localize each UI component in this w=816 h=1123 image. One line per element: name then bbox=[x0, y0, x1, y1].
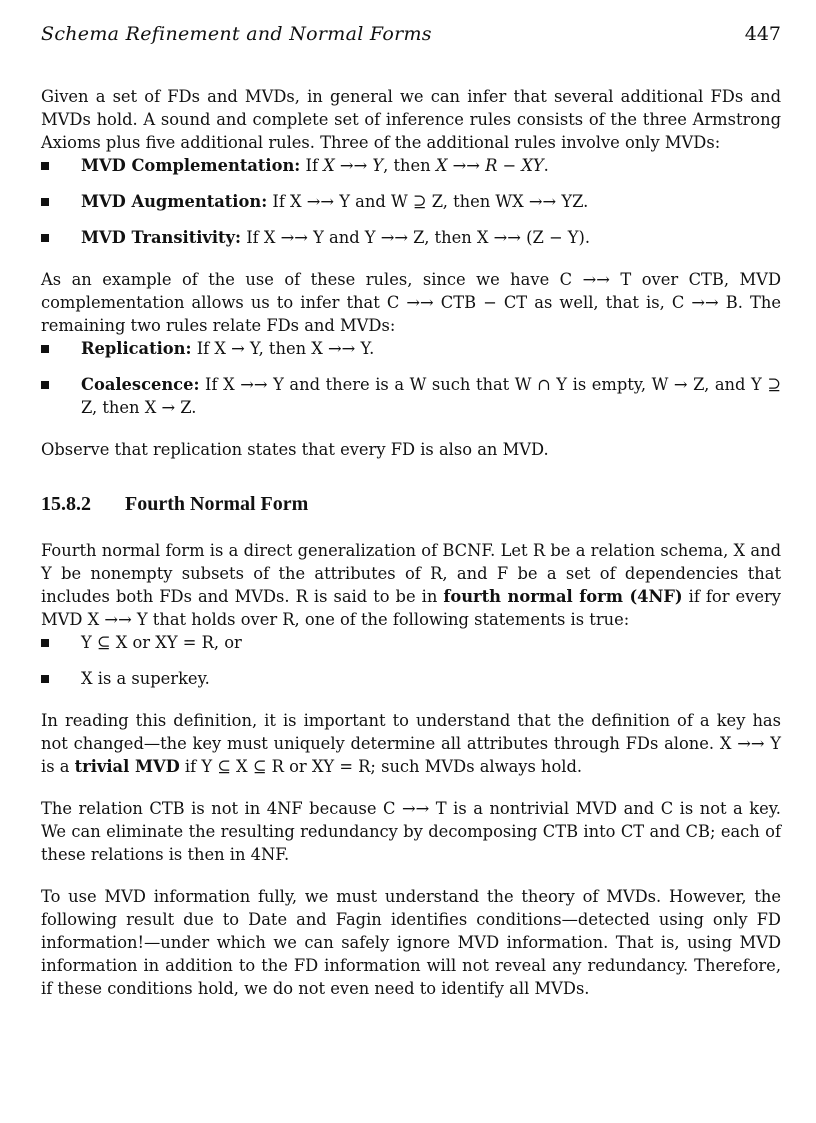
rule-expr: R − XY bbox=[485, 156, 544, 175]
rule-text: If X →→ Y and there is a W such that W ∩ Y is empty, W → Z, and Y ⊇ Z, then X → Z. bbox=[81, 375, 781, 417]
rule-text: If X → Y, then X →→ Y. bbox=[196, 339, 375, 358]
chapter-title: Schema Refinement and Normal Forms bbox=[41, 23, 432, 45]
list-item bbox=[41, 667, 781, 690]
rule-name: MVD Transitivity: bbox=[81, 228, 242, 247]
rule-arrow: →→ bbox=[447, 156, 486, 175]
bullet-icon bbox=[41, 675, 49, 683]
reading-paragraph bbox=[41, 709, 781, 778]
list-item bbox=[41, 226, 781, 249]
rule-arrow: →→ bbox=[334, 156, 373, 175]
rule-var: X bbox=[323, 156, 335, 175]
page-body bbox=[41, 85, 781, 1000]
bullet-icon bbox=[41, 162, 49, 170]
ctb-paragraph: The relation CTB is not in 4NF because C →→ T is a nontrivial MVD and C is not a key. We can eliminate the resulting redundancy by decomposing CTB into CT and CB; each of these relations is then in 4NF. bbox=[41, 799, 781, 864]
list-item bbox=[41, 631, 781, 654]
running-head bbox=[41, 21, 781, 47]
rule-text: If X →→ Y and W ⊇ Z, then WX →→ YZ. bbox=[272, 192, 589, 211]
condition-text: X is a superkey. bbox=[81, 669, 210, 688]
fourth-nf-paragraph bbox=[41, 539, 781, 631]
rule-var: Y bbox=[372, 156, 384, 175]
rule-text-end: . bbox=[543, 156, 549, 175]
example-paragraph: As an example of the use of these rules, since we have C →→ T over CTB, MVD complementation allows us to infer that C →→ CTB − CT as well, that is, C →→ B. The remaining two rules relate FDs and MVDs: bbox=[41, 270, 781, 335]
page-number: 447 bbox=[744, 23, 781, 45]
definition-term: trivial MVD bbox=[74, 757, 180, 776]
rule-text: If X →→ Y and Y →→ Z, then X →→ (Z − Y). bbox=[246, 228, 591, 247]
section-number: 15.8.2 bbox=[41, 493, 91, 515]
list-item bbox=[41, 337, 781, 360]
paragraph-text: Fourth normal form is a direct generalization of BCNF. Let R be a relation schema, X and Y be nonempty subsets of the attributes of R, and F be a set of dependencies that includes both FDs and MVDs. R is said to be in bbox=[41, 541, 781, 606]
bullet-icon bbox=[41, 234, 49, 242]
rule-text-mid: , then bbox=[383, 156, 436, 175]
bullet-icon bbox=[41, 639, 49, 647]
section-heading bbox=[41, 491, 781, 517]
conditions-list bbox=[41, 631, 781, 690]
rule-name: Coalescence: bbox=[81, 375, 200, 394]
section-title: Fourth Normal Form bbox=[125, 493, 309, 515]
list-item bbox=[41, 190, 781, 213]
rule-name: MVD Complementation: bbox=[81, 156, 301, 175]
bullet-icon bbox=[41, 345, 49, 353]
rule-var: X bbox=[435, 156, 448, 175]
rule-name: Replication: bbox=[81, 339, 192, 358]
mvd-rules-list bbox=[41, 154, 781, 249]
observe-paragraph: Observe that replication states that every FD is also an MVD. bbox=[41, 440, 549, 459]
fd-rules-list bbox=[41, 337, 781, 419]
bullet-icon bbox=[41, 381, 49, 389]
definition-term: fourth normal form (4NF) bbox=[443, 587, 683, 606]
list-item bbox=[41, 373, 781, 419]
list-item bbox=[41, 154, 781, 177]
condition-text: Y ⊆ X or XY = R, or bbox=[81, 633, 242, 652]
paragraph-text: if for every MVD X →→ Y that holds over R, one of the following statements is true: bbox=[41, 587, 781, 629]
intro-paragraph: Given a set of FDs and MVDs, in general we can infer that several additional FDs and MVDs hold. A sound and complete set of inference rules consists of the three Armstrong Axioms plus five additional rules. Three of the additional rules involve only MVDs: bbox=[41, 87, 781, 152]
use-paragraph: To use MVD information fully, we must understand the theory of MVDs. However, the following result due to Date and Fagin identifies conditions—detected using only FD information!—under which we can safely ignore MVD information. That is, using MVD information in addition to the FD information will not reveal any redundancy. Therefore, if these conditions hold, we do not even need to identify all MVDs. bbox=[41, 887, 781, 998]
rule-name: MVD Augmentation: bbox=[81, 192, 268, 211]
bullet-icon bbox=[41, 198, 49, 206]
paragraph-text: In reading this definition, it is important to understand that the definition of a key has not changed—the key must uniquely determine all attributes through FDs alone. X →→ Y is a bbox=[41, 711, 781, 776]
paragraph-text: if Y ⊆ X ⊆ R or XY = R; such MVDs always hold. bbox=[179, 757, 583, 776]
rule-text-pre: If bbox=[305, 156, 324, 175]
